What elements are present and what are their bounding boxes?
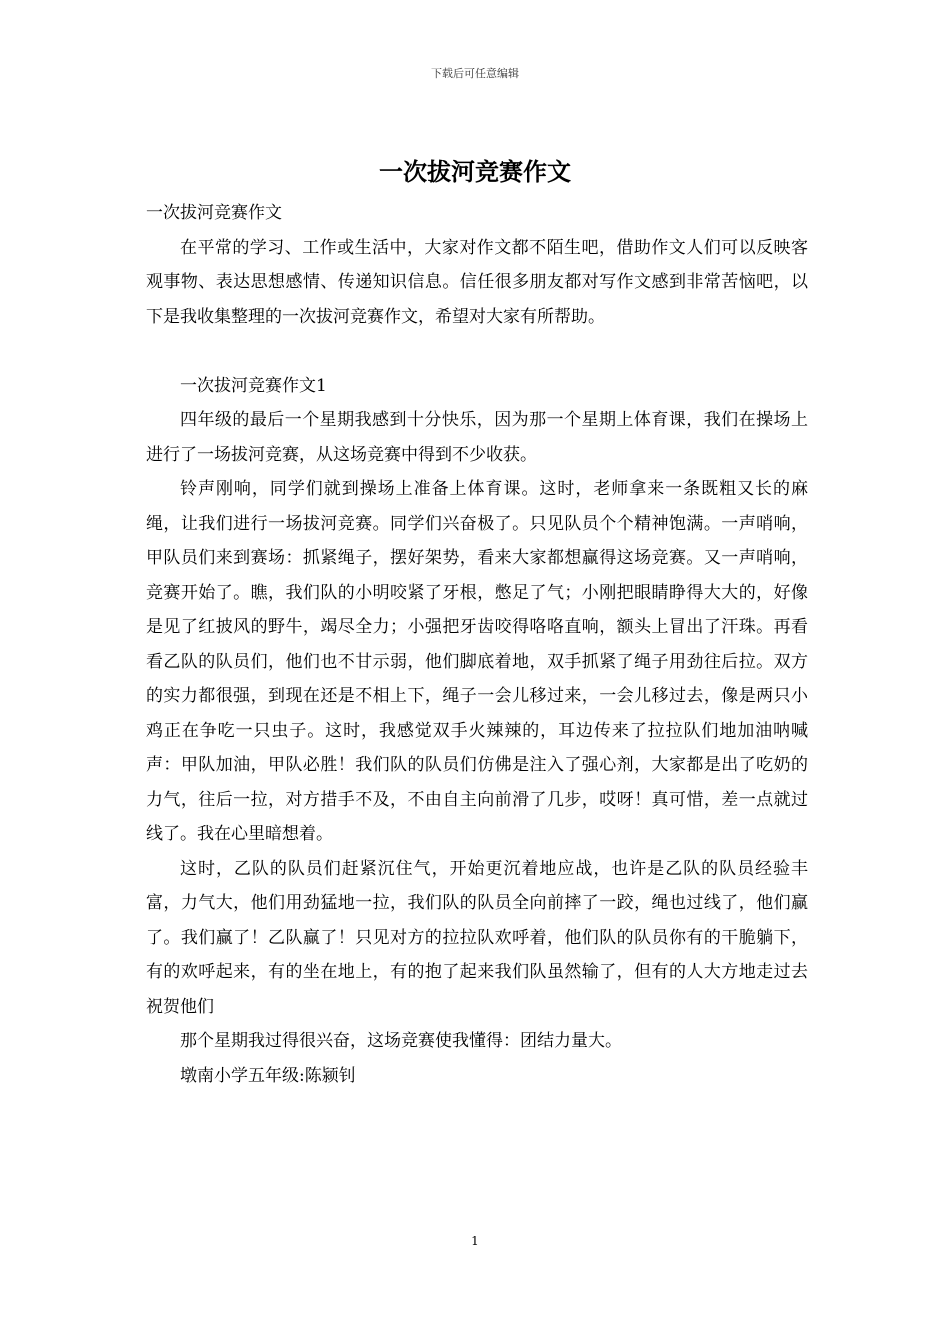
body-paragraph: 这时，乙队的队员们赶紧沉住气，开始更沉着地应战，也许是乙队的队员经验丰富，力气大，他们用劲猛地一拉，我们队的队员全向前摔了一跤，绳也过线了，他们赢了。我们赢了！乙队赢了！只见对方的拉拉队欢呼着，他们队的队员你有的干脆躺下，有的欢呼起来，有的坐在地上，有的抱了起来我们队虽然输了，但有的人大方地走过去祝贺他们 [146, 858, 808, 1017]
body-paragraph: 铃声刚响，同学们就到操场上准备上体育课。这时，老师拿来一条既粗又长的麻绳，让我们进行一场拔河竞赛。同学们兴奋极了。只见队员个个精神饱满。一声哨响，甲队员们来到赛场：抓紧绳子，摆好架势，看来大家都想赢得这场竞赛。又一声哨响，竞赛开始了。瞧，我们队的小明咬紧了牙根，憋足了气；小刚把眼睛睁得大大的，好像是见了红披风的野牛，竭尽全力；小强把牙齿咬得咯咯直响，额头上冒出了汗珠。再看看乙队的队员们，他们也不甘示弱，他们脚底着地，双手抓紧了绳子用劲往后拉。双方的实力都很强，到现在还是不相上下，绳子一会儿移过来，一会儿移过去，像是两只小鸡正在争吃一只虫子。这时，我感觉双手火辣辣的，耳边传来了拉拉队们地加油呐喊声：甲队加油，甲队必胜！我们队的队员们仿佛是注入了强心剂，大家都是出了吃奶的力气，往后一拉，对方措手不及，不由自主向前滑了几步，哎呀！真可惜，差一点就过线了。我在心里暗想着。 [146, 479, 808, 844]
page-number: 1 [471, 1234, 479, 1248]
body-paragraph: 那个星期我过得很兴奋，这场竞赛使我懂得：团结力量大。 [180, 1031, 622, 1051]
author-signature: 墩南小学五年级:陈颍钊 [180, 1065, 356, 1086]
document-subtitle: 一次拔河竞赛作文 [146, 203, 282, 223]
body-paragraph: 四年级的最后一个星期我感到十分快乐，因为那一个星期上体育课，我们在操场上进行了一场拔河竞赛，从这场竞赛中得到不少收获。 [146, 410, 808, 465]
paragraph-spacer [146, 334, 808, 369]
intro-paragraph: 在平常的学习、工作或生活中，大家对作文都不陌生吧，借助作文人们可以反映客观事物、表达思想感情、传递知识信息。信任很多朋友都对写作文感到非常苦恼吧，以下是我收集整理的一次拔河竞赛作文，希望对大家有所帮助。 [146, 237, 808, 327]
section-heading: 一次拔河竞赛作文1 [180, 375, 327, 396]
document-title: 一次拔河竞赛作文 [379, 157, 571, 186]
header-note: 下载后可任意编辑 [431, 67, 519, 80]
document-body [146, 196, 808, 1093]
